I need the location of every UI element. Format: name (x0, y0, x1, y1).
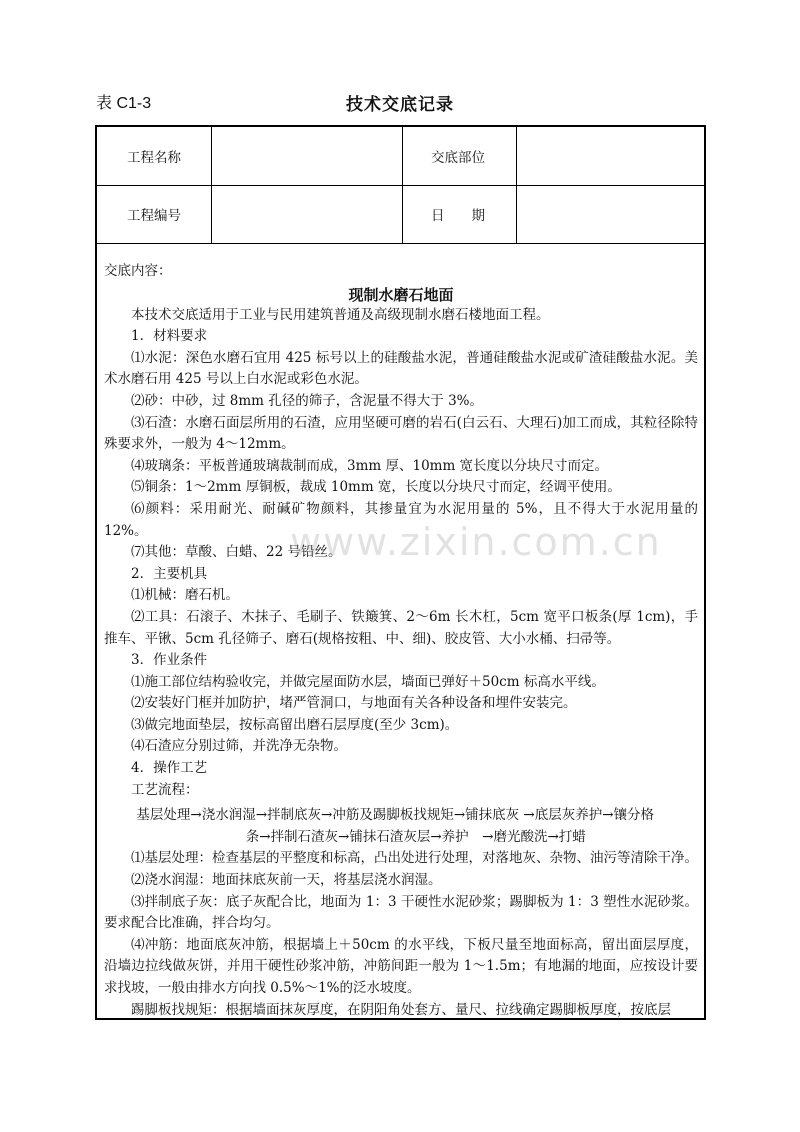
content-paragraph: ⑵浇水润湿：地面抹底灰前一天，将基层浇水润湿。 (131, 872, 442, 889)
content-paragraph: ⑵砂：中砂，过 8mm 孔径的筛子，含泥量不得大于 3%。 (131, 392, 483, 409)
content-paragraph: ⑶石渣：水磨石面层所用的石渣，应用坚硬可磨的岩石(白云石、大理石)加工而成，其粒径除特殊要求外，一般为 4～12mm。 (104, 414, 698, 453)
content-paragraph: 踢脚板找规矩：根据墙面抹灰厚度，在阴阳角处套方、量尺、拉线确定踢脚板厚度，按底层 (131, 1001, 671, 1018)
content-paragraph: 2．主要机具 (131, 565, 208, 582)
header-row-1 (97, 127, 704, 186)
content-paragraph: ⑴基层处理：检查基层的平整度和标高，凸出处进行处理，对落地灰、杂物、油污等清除干净。 (131, 850, 698, 867)
content-paragraphs-2 (104, 848, 698, 1020)
record-table (95, 125, 706, 1020)
content-paragraph: ⑷冲筋：地面底灰冲筋，根据墙上＋50cm 的水平线，下板尺量至地面标高，留出面层厚度，沿墙边拉线做灰饼，并用干硬性砂浆冲筋，冲筋间距一般为 1～1.5m；有地漏的地面，应按设计要求找坡，一般由排水方向找 0.5%～1%的泛水坡度。 (104, 936, 698, 996)
content-paragraph: 工艺流程： (131, 781, 199, 798)
handover-part-label: 交底部位 (431, 150, 485, 166)
content-paragraph: ⑸铜条：1～2mm 厚铜板，裁成 10mm 宽，长度以分块尺寸而定，经调平使用。 (131, 479, 621, 496)
date-label: 日 期 (431, 208, 485, 224)
handover-part-field[interactable] (521, 127, 701, 185)
content-paragraph: 4．操作工艺 (131, 760, 208, 777)
project-no-label: 工程编号 (127, 208, 181, 224)
content-subtitle: 现制水磨石地面 (348, 285, 454, 304)
content-paragraph: ⑺其他：草酸、白蜡、22 号铅丝。 (131, 544, 342, 561)
project-no-field[interactable] (215, 185, 415, 243)
column-divider (402, 127, 403, 243)
form-code: 表 C1-3 (96, 95, 152, 112)
project-name-label: 工程名称 (127, 150, 181, 166)
watermark: www.zixin.com.cn (290, 520, 662, 564)
content-paragraph: ⑷玻璃条：平板普通玻璃裁制而成，3mm 厚、10mm 宽长度以分块尺寸而定。 (131, 457, 609, 474)
content-paragraph: ⑴施工部位结构验收完，并做完屋面防水层，墙面已弹好＋50cm 标高水平线。 (131, 673, 605, 690)
content-paragraph: ⑶做完地面垫层，按标高留出磨石层厚度(至少 3cm)。 (131, 716, 459, 733)
process-flow-line-2: 条→拌制石渣灰→铺抹石渣灰层→养护 →磨光酸洗→打蜡 (245, 828, 586, 845)
content-paragraph: ⑴水泥：深色水磨石宜用 425 标号以上的硅酸盐水泥，普通硅酸盐水泥或矿渣硅酸盐水泥。美术水磨石用 425 号以上白水泥或彩色水泥。 (104, 349, 698, 388)
content-paragraph: 1．材料要求 (131, 328, 208, 345)
header-row-2 (97, 185, 704, 244)
content-paragraph: ⑴机械：磨石机。 (131, 587, 239, 604)
date-field[interactable] (521, 185, 701, 243)
process-flow-line-1: 基层处理→浇水润湿→拌制底灰→冲筋及踢脚板找规矩→铺抹底灰 →底层灰养护→镶分格 (136, 807, 655, 824)
content-paragraph: ⑵工具：石滚子、木抹子、毛刷子、铁簸箕、2～6m 长木杠，5cm 宽平口板条(厚 1cm)，手推车、平锹、5cm 孔径筛子、磨石(规格按粗、中、细)、胶皮管、大小水桶、扫帚等。 (104, 608, 698, 647)
content-paragraph: ⑷石渣应分别过筛，并洗净无杂物。 (131, 738, 347, 755)
column-divider (211, 127, 212, 243)
content-label: 交底内容： (104, 263, 172, 279)
handover-content (97, 244, 704, 1018)
document-title: 技术交底记录 (346, 95, 454, 115)
content-paragraph: ⑵安装好门框并加防护，堵严管洞口，与地面有关各种设备和埋件安装完。 (131, 695, 577, 712)
content-paragraph: ⑶拌制底子灰：底子灰配合比，地面为 1：3 干硬性水泥砂浆；踢脚板为 1：3 塑性水泥砂浆。要求配合比准确，拌合均匀。 (104, 893, 698, 932)
content-paragraph: ⑹颜料：采用耐光、耐碱矿物颜料，其掺量宜为水泥用量的 5%，且不得大于水泥用量的 12%。 (104, 500, 698, 539)
content-paragraphs (104, 305, 698, 802)
content-paragraph: 本技术交底适用于工业与民用建筑普通及高级现制水磨石楼地面工程。 (131, 306, 550, 323)
content-paragraph: 3．作业条件 (131, 652, 208, 669)
column-divider (516, 127, 517, 243)
project-name-field[interactable] (215, 127, 415, 185)
